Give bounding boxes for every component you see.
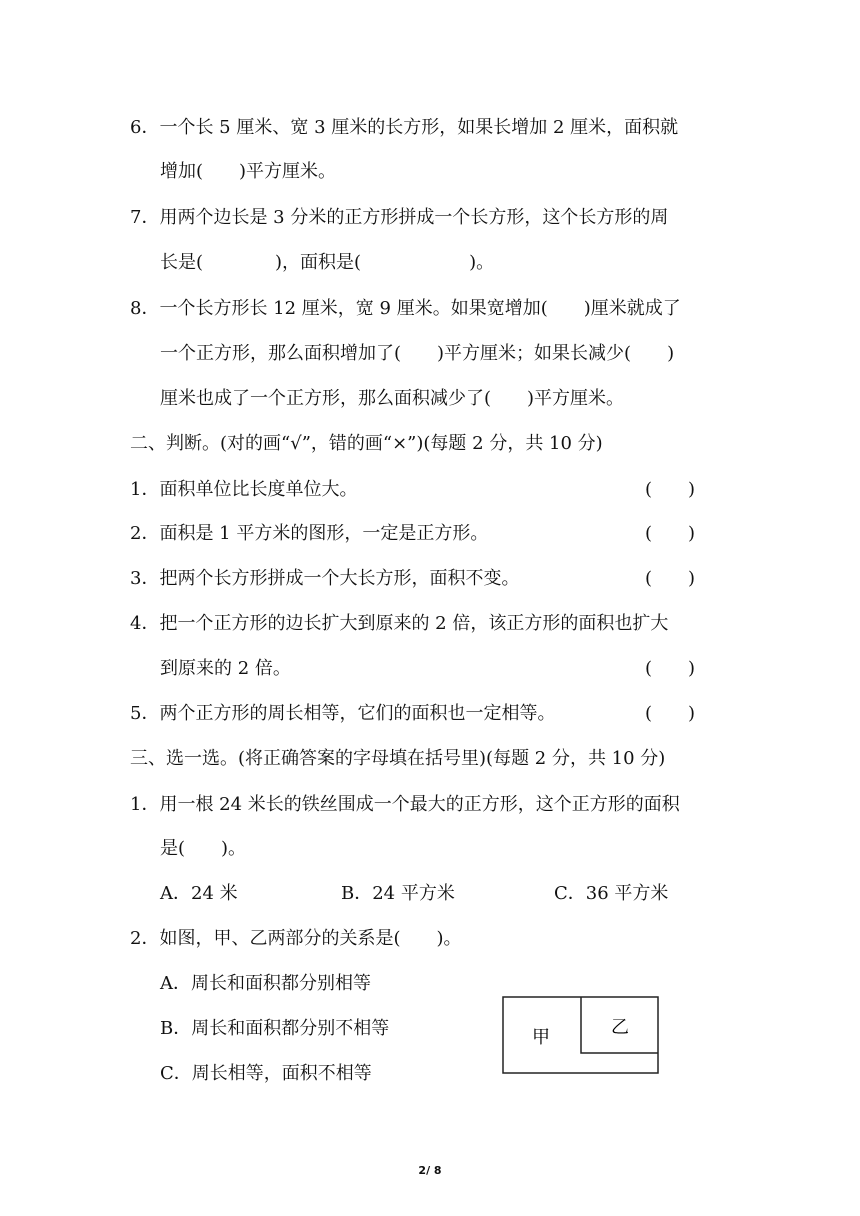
- page-number: 2/ 8: [418, 1164, 442, 1177]
- judge-item-1: 1．面积单位比长度单位大。: [130, 479, 358, 500]
- choice-q1-option-a[interactable]: A．24 米: [160, 883, 238, 904]
- choice-q1-option-b[interactable]: B．24 平方米: [341, 883, 455, 904]
- figure-label-yi: 乙: [611, 1017, 629, 1038]
- choice-q1-line-1: 1．用一根 24 米长的铁丝围成一个最大的正方形，这个正方形的面积: [130, 794, 680, 815]
- judge-answer-paren-5[interactable]: ( ): [645, 703, 696, 724]
- judge-item-4-line-1: 4．把一个正方形的边长扩大到原来的 2 倍，该正方形的面积也扩大: [130, 613, 669, 634]
- choice-q2-option-c[interactable]: C．周长相等，面积不相等: [160, 1063, 372, 1084]
- choice-q2-option-b[interactable]: B．周长和面积都分别不相等: [160, 1018, 390, 1039]
- q7-line-2: 长是( )，面积是( )。: [160, 252, 495, 273]
- judge-answer-paren-2[interactable]: ( ): [645, 523, 696, 544]
- judge-heading: 二、判断。(对的画“√”，错的画“×”)(每题 2 分，共 10 分): [130, 433, 603, 454]
- judge-answer-paren-4[interactable]: ( ): [645, 658, 696, 679]
- q7-line-1: 7．用两个边长是 3 分米的正方形拼成一个长方形，这个长方形的周: [130, 207, 669, 228]
- judge-item-3: 3．把两个长方形拼成一个大长方形，面积不变。: [130, 568, 520, 589]
- choice-heading: 三、选一选。(将正确答案的字母填在括号里)(每题 2 分，共 10 分): [130, 748, 666, 769]
- q8-line-3: 厘米也成了一个正方形，那么面积减少了( )平方厘米。: [160, 388, 625, 409]
- judge-item-4-line-2: 到原来的 2 倍。: [160, 658, 291, 679]
- q8-line-1: 8．一个长方形长 12 厘米，宽 9 厘米。如果宽增加( )厘米就成了: [130, 298, 681, 319]
- q6-line-2: 增加( )平方厘米。: [160, 161, 337, 182]
- q8-line-2: 一个正方形，那么面积增加了( )平方厘米；如果长减少( ): [160, 343, 675, 364]
- judge-answer-paren-3[interactable]: ( ): [645, 568, 696, 589]
- jia-yi-figure: [502, 996, 659, 1074]
- q6-line-1: 6．一个长 5 厘米、宽 3 厘米的长方形，如果长增加 2 厘米，面积就: [130, 117, 679, 138]
- choice-q1-option-c[interactable]: C．36 平方米: [554, 883, 669, 904]
- judge-answer-paren-1[interactable]: ( ): [645, 479, 696, 500]
- judge-item-2: 2．面积是 1 平方米的图形，一定是正方形。: [130, 523, 489, 544]
- choice-q2-option-a[interactable]: A．周长和面积都分别相等: [160, 973, 371, 994]
- choice-q1-line-2: 是( )。: [160, 838, 247, 859]
- figure-label-jia: 甲: [532, 1027, 550, 1048]
- choice-q2-stem: 2．如图，甲、乙两部分的关系是( )。: [130, 928, 462, 949]
- judge-item-5: 5．两个正方形的周长相等，它们的面积也一定相等。: [130, 703, 556, 724]
